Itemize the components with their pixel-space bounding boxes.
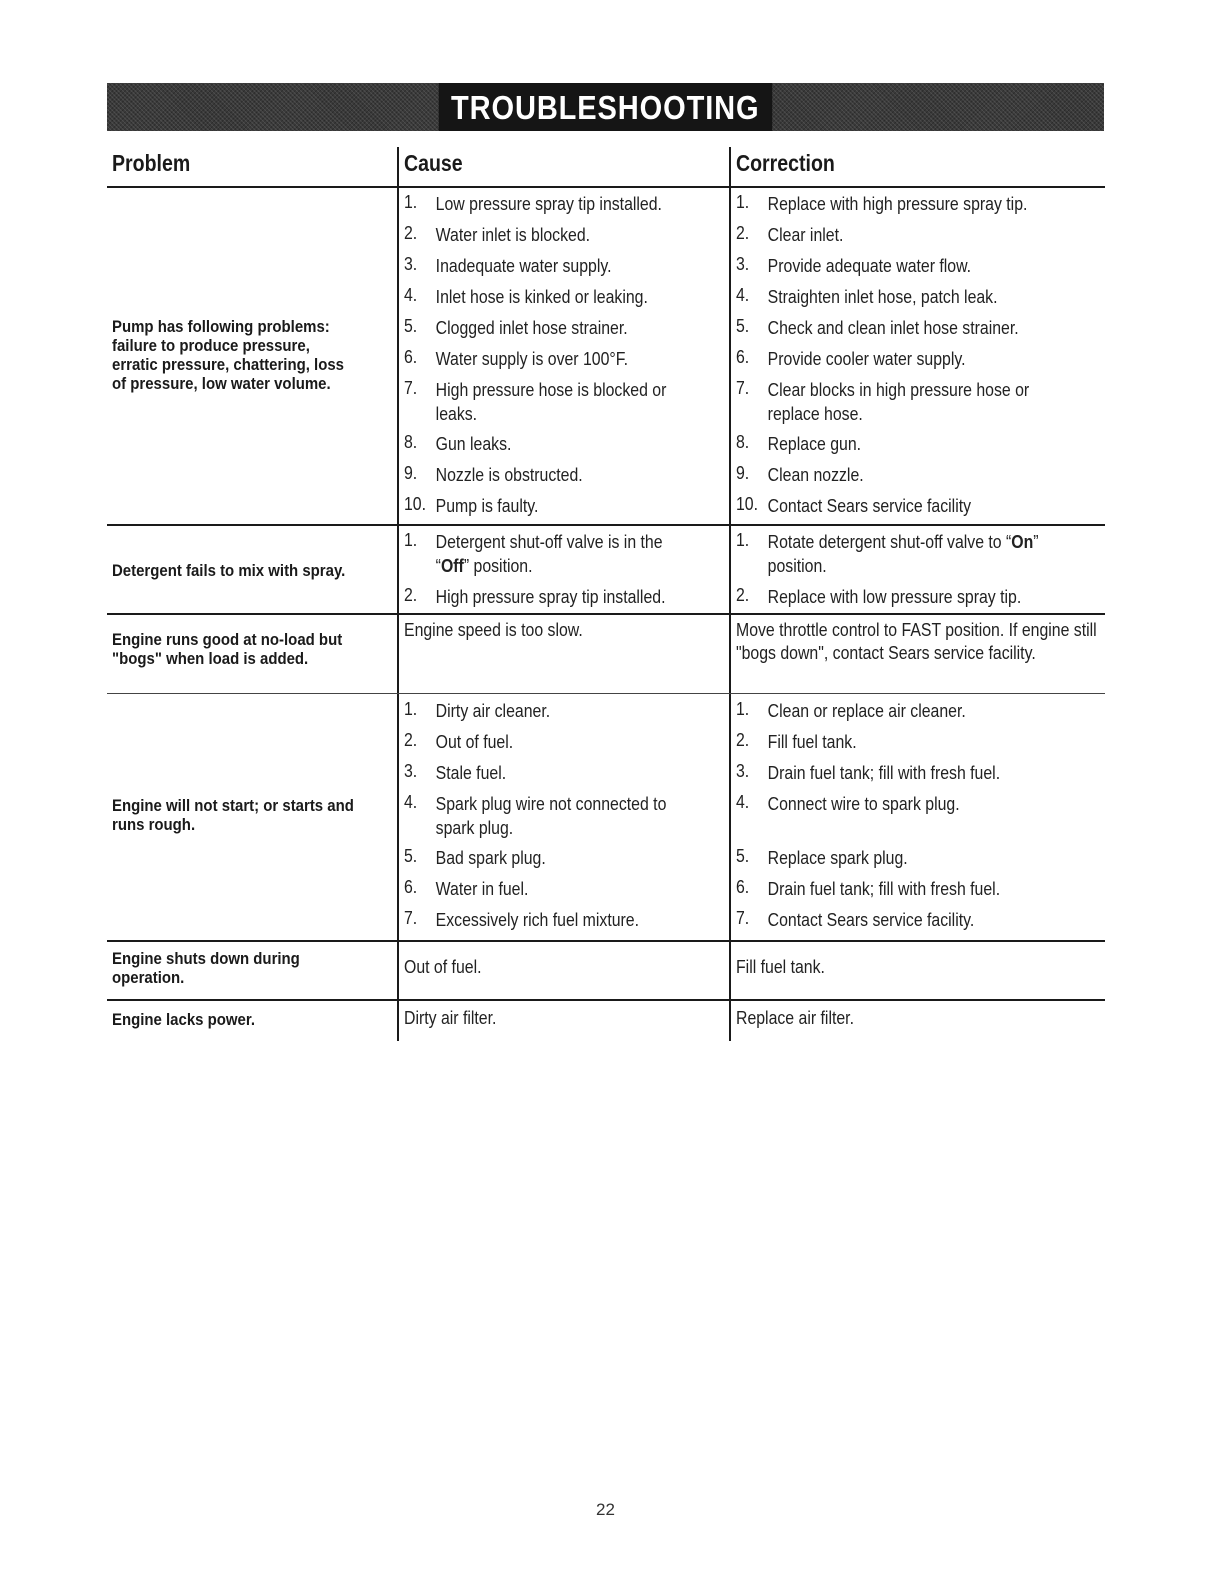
problem-engine-power: Engine lacks power. xyxy=(112,1009,256,1029)
list-item: Provide adequate water flow. xyxy=(767,256,972,276)
header-problem: Problem xyxy=(112,150,191,176)
list-item: Clear inlet. xyxy=(767,225,844,245)
list-item: Out of fuel. xyxy=(435,732,514,752)
list-item: Contact Sears service facility. xyxy=(767,910,975,930)
list-item: Nozzle is obstructed. xyxy=(435,465,583,485)
list-item: Connect wire to spark plug. xyxy=(767,794,960,814)
list-item: Inadequate water supply. xyxy=(435,256,612,276)
problem-engine-start: Engine will not start; or starts and runs rough. xyxy=(112,796,354,834)
list-item: Replace with high pressure spray tip. xyxy=(767,194,1028,214)
divider-cause xyxy=(397,147,399,1041)
page-title: TROUBLESHOOTING xyxy=(439,83,772,131)
list-item: Water in fuel. xyxy=(435,879,529,899)
list-item: Dirty air cleaner. xyxy=(435,701,551,721)
list-item: Spark plug wire not connected to spark plug. xyxy=(435,794,667,838)
list-item: Rotate detergent shut-off valve to “On” position. xyxy=(767,532,1039,576)
list-item: Clean nozzle. xyxy=(767,465,864,485)
list-item: Clear blocks in high pressure hose or replace hose. xyxy=(767,380,1030,424)
list-item: Replace gun. xyxy=(767,434,862,454)
list-item: Gun leaks. xyxy=(435,434,512,454)
list-item: Fill fuel tank. xyxy=(767,732,857,752)
row-rule-3 xyxy=(107,693,1105,694)
problem-pump: Pump has following problems: failure to produce pressure, erratic pressure, chattering, loss of pressure, low water volume. xyxy=(112,317,344,393)
header-rule xyxy=(107,186,1105,188)
list-item: Stale fuel. xyxy=(435,763,507,783)
problem-engine-bogs: Engine runs good at no-load but "bogs" when load is added. xyxy=(112,630,343,668)
correction-engine-bogs: Move throttle control to FAST position. If engine still "bogs down", contact Sears service facility. xyxy=(736,620,1097,663)
correction-engine-shuts-down: Fill fuel tank. xyxy=(736,957,825,977)
list-item: Straighten inlet hose, patch leak. xyxy=(767,287,998,307)
list-item: Clean or replace air cleaner. xyxy=(767,701,966,721)
cause-engine-power: Dirty air filter. xyxy=(404,1008,497,1028)
row-rule-2 xyxy=(107,613,1105,615)
list-item: Low pressure spray tip installed. xyxy=(435,194,662,214)
list-item: Drain fuel tank; fill with fresh fuel. xyxy=(767,879,1001,899)
list-item: High pressure hose is blocked or leaks. xyxy=(435,380,667,424)
divider-correction xyxy=(729,147,731,1041)
cause-engine-bogs: Engine speed is too slow. xyxy=(404,620,583,640)
list-item: Provide cooler water supply. xyxy=(767,349,966,369)
list-item: Excessively rich fuel mixture. xyxy=(435,910,640,930)
list-item: Bad spark plug. xyxy=(435,848,546,868)
row-rule-4 xyxy=(107,940,1105,942)
row-rule-5 xyxy=(107,999,1105,1001)
header-correction: Correction xyxy=(736,150,835,176)
row-rule-1 xyxy=(107,524,1105,526)
list-item: Water inlet is blocked. xyxy=(435,225,591,245)
list-item: Inlet hose is kinked or leaking. xyxy=(435,287,648,307)
list-item: Detergent shut-off valve is in the “Off” position. xyxy=(435,532,663,576)
problem-engine-shuts-down: Engine shuts down during operation. xyxy=(112,949,300,987)
header-cause: Cause xyxy=(404,150,463,176)
list-item: Replace with low pressure spray tip. xyxy=(767,587,1022,607)
page-number: 22 xyxy=(596,1500,615,1519)
list-item: Replace spark plug. xyxy=(767,848,908,868)
cause-engine-shuts-down: Out of fuel. xyxy=(404,957,482,977)
problem-detergent: Detergent fails to mix with spray. xyxy=(112,560,346,580)
list-item: Water supply is over 100°F. xyxy=(435,349,629,369)
list-item: Check and clean inlet hose strainer. xyxy=(767,318,1019,338)
correction-engine-power: Replace air filter. xyxy=(736,1008,854,1028)
list-item: Contact Sears service facility xyxy=(767,496,972,516)
list-item: High pressure spray tip installed. xyxy=(435,587,666,607)
list-item: Drain fuel tank; fill with fresh fuel. xyxy=(767,763,1001,783)
list-item: Clogged inlet hose strainer. xyxy=(435,318,628,338)
list-item: Pump is faulty. xyxy=(435,496,539,516)
title-banner xyxy=(107,83,1104,131)
